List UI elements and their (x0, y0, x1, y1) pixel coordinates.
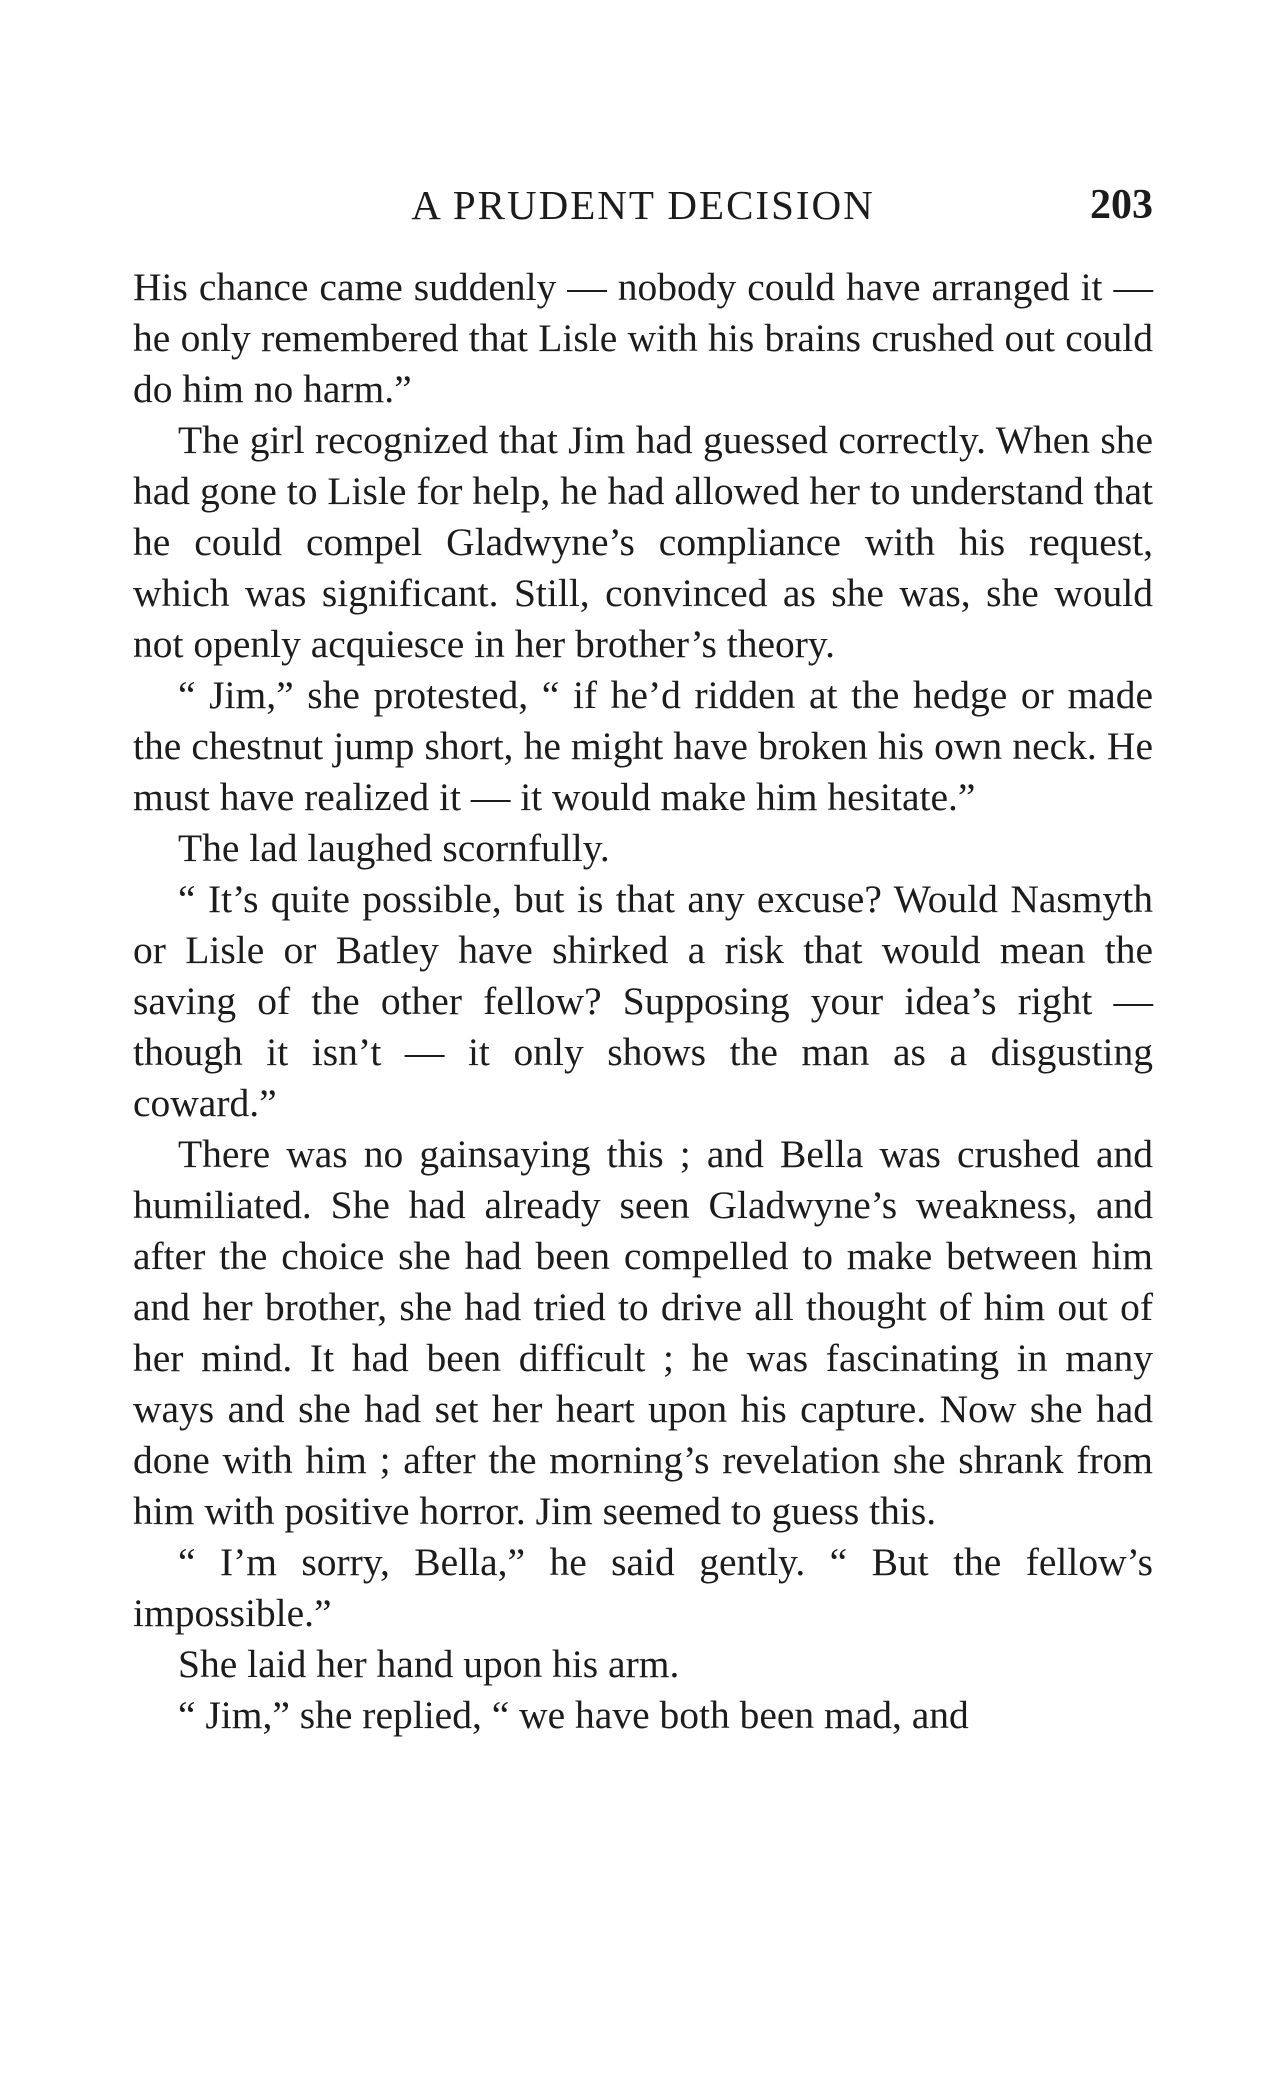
paragraph-9: “ Jim,” she replied, “ we have both been mad, and (178, 1693, 969, 1737)
paragraph-3: “ Jim,” she protested, “ if he’d ridden at the hedge or made the chestnut jump short, he might have broken his own neck. He must have realized it — it would make him hesitate.” (133, 673, 1153, 819)
paragraph-1: His chance came suddenly — nobody could have arranged it — he only remembered that Lisle with his brains crushed out could do him no harm.” (133, 265, 1153, 411)
paragraph-4: The lad laughed scornfully. (178, 826, 610, 870)
paragraph-5: “ It’s quite possible, but is that any excuse? Would Nasmyth or Lisle or Batley have shirked a risk that would mean the saving of the other fellow? Supposing your idea’s right — though it isn’t — it only shows the man as a disgusting coward.” (133, 877, 1153, 1125)
page-number: 203 (1090, 182, 1153, 228)
running-title: A PRUDENT DECISION (411, 182, 875, 228)
paragraph-2: The girl recognized that Jim had guessed correctly. When she had gone to Lisle for help, he had allowed her to understand that he could compel Gladwyne’s compliance with his request, which was significant. Still, convinced as she was, she would not openly acquiesce in her brother’s theory. (133, 418, 1153, 666)
running-head (133, 175, 1153, 235)
paragraph-8: She laid her hand upon his arm. (178, 1642, 680, 1686)
paragraph-6: There was no gainsaying this ; and Bella was crushed and humiliated. She had already seen Gladwyne’s weakness, and after the choice she had been compelled to make between him and her brother, she had tried to drive all thought of him out of her mind. It had been difficult ; he was fascinating in many ways and she had set her heart upon his capture. Now she had done with him ; after the morning’s revelation she shrank from him with positive horror. Jim seemed to guess this. (133, 1132, 1153, 1533)
paragraph-7: “ I’m sorry, Bella,” he said gently. “ But the fellow’s impossible.” (133, 1540, 1153, 1635)
body-text (133, 262, 1153, 1741)
